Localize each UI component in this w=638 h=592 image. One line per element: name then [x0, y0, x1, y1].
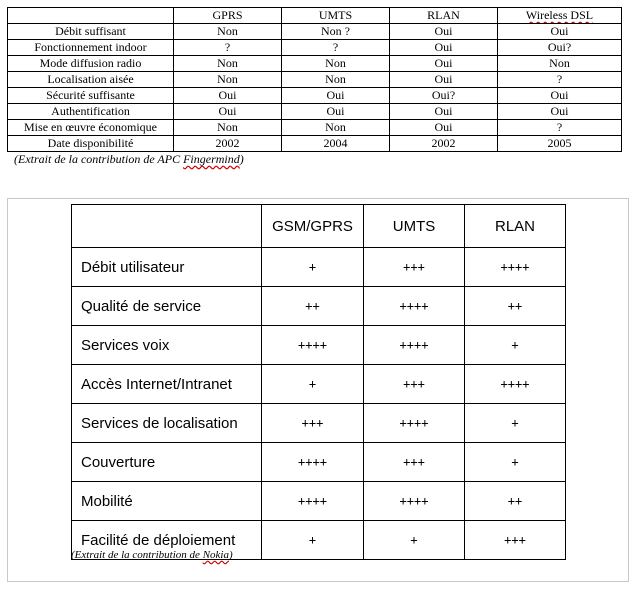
table-cell: Oui: [390, 120, 498, 136]
caption-source-name: Nokia: [202, 549, 229, 561]
rating-cell: +: [465, 443, 566, 482]
table-cell: Non: [174, 72, 282, 88]
row-label: Accès Internet/Intranet: [72, 365, 262, 404]
table-cell: ?: [498, 72, 622, 88]
table-cell: Non: [174, 120, 282, 136]
rating-cell: +++: [262, 404, 364, 443]
table-row: [8, 120, 622, 136]
rating-cell: +: [364, 521, 465, 560]
table-row: [8, 104, 622, 120]
table-row: [72, 482, 566, 521]
rating-cell: ++++: [465, 365, 566, 404]
rating-cell: +: [465, 404, 566, 443]
row-label: Mode diffusion radio: [8, 56, 174, 72]
table-cell: Non: [282, 72, 390, 88]
table-header-cell: RLAN: [390, 8, 498, 24]
row-label: Qualité de service: [72, 287, 262, 326]
table-cell: Non ?: [282, 24, 390, 40]
table-cell: Oui: [390, 72, 498, 88]
rating-cell: ++++: [364, 326, 465, 365]
table-1-caption: [14, 152, 244, 167]
caption-close: ): [239, 152, 244, 166]
row-label: Débit suffisant: [8, 24, 174, 40]
table-cell: ?: [174, 40, 282, 56]
table-cell: Non: [174, 56, 282, 72]
table-cell: Non: [498, 56, 622, 72]
table-cell: Oui: [390, 104, 498, 120]
rating-cell: ++++: [262, 326, 364, 365]
row-label: Sécurité suffisante: [8, 88, 174, 104]
row-label: Fonctionnement indoor: [8, 40, 174, 56]
rating-cell: +: [465, 326, 566, 365]
comparison-table-2: [71, 204, 566, 560]
table-cell: Oui: [282, 88, 390, 104]
table-header-cell: [498, 8, 622, 24]
table-row: [72, 404, 566, 443]
caption-text: (Extrait de la contribution de: [71, 549, 203, 561]
caption-text: (Extrait de la contribution de APC: [14, 152, 184, 166]
table-row: [72, 248, 566, 287]
table-cell: Oui: [498, 24, 622, 40]
row-label: Authentification: [8, 104, 174, 120]
table-row: [8, 88, 622, 104]
rating-cell: +: [262, 521, 364, 560]
rating-cell: +++: [465, 521, 566, 560]
rating-cell: ++++: [262, 443, 364, 482]
row-label: Mobilité: [72, 482, 262, 521]
table-row: [8, 72, 622, 88]
row-label: Date disponibilité: [8, 136, 174, 152]
table-header-cell: RLAN: [465, 205, 566, 248]
table-header-cell: [72, 205, 262, 248]
table-cell: Oui: [498, 104, 622, 120]
rating-cell: ++++: [465, 248, 566, 287]
rating-cell: ++++: [364, 287, 465, 326]
table-header-row: [72, 205, 566, 248]
table-row: [72, 326, 566, 365]
table-header-cell: GPRS: [174, 8, 282, 24]
table-cell: Oui?: [498, 40, 622, 56]
table-cell: ?: [498, 120, 622, 136]
table-row: [72, 365, 566, 404]
rating-cell: +++: [364, 248, 465, 287]
row-label: Couverture: [72, 443, 262, 482]
table-row: [8, 24, 622, 40]
table-row: [72, 443, 566, 482]
rating-cell: ++: [262, 287, 364, 326]
table-header-cell: GSM/GPRS: [262, 205, 364, 248]
table-cell: Oui: [174, 104, 282, 120]
caption-source-name: Fingermind: [183, 152, 240, 166]
rating-cell: +++: [364, 443, 465, 482]
table-cell: Oui: [390, 24, 498, 40]
table-cell: Oui: [498, 88, 622, 104]
table-cell: Oui?: [390, 88, 498, 104]
rating-cell: +: [262, 365, 364, 404]
rating-cell: ++++: [262, 482, 364, 521]
table-row: [8, 40, 622, 56]
table-2-caption: [71, 549, 233, 561]
row-label: Services de localisation: [72, 404, 262, 443]
table-row: [72, 287, 566, 326]
table-row: [8, 56, 622, 72]
table-header-cell: [8, 8, 174, 24]
table-cell: Oui: [282, 104, 390, 120]
table-cell: 2004: [282, 136, 390, 152]
table-cell: 2002: [174, 136, 282, 152]
row-label: Localisation aisée: [8, 72, 174, 88]
comparison-table-1: [7, 7, 622, 152]
row-label: Facilité de déploiement: [72, 521, 262, 560]
rating-cell: ++++: [364, 404, 465, 443]
table-cell: Non: [282, 56, 390, 72]
rating-cell: +++: [364, 365, 465, 404]
table-cell: Non: [282, 120, 390, 136]
rating-cell: ++: [465, 482, 566, 521]
row-label: Services voix: [72, 326, 262, 365]
rating-cell: ++: [465, 287, 566, 326]
table-cell: 2005: [498, 136, 622, 152]
rating-cell: +: [262, 248, 364, 287]
row-label: Débit utilisateur: [72, 248, 262, 287]
table-cell: Oui: [390, 56, 498, 72]
table-header-cell: UMTS: [364, 205, 465, 248]
caption-close: ): [228, 549, 233, 561]
table-row: [8, 136, 622, 152]
table-cell: 2002: [390, 136, 498, 152]
table-header-cell: UMTS: [282, 8, 390, 24]
table-cell: ?: [282, 40, 390, 56]
rating-cell: ++++: [364, 482, 465, 521]
table-cell: Oui: [174, 88, 282, 104]
table-header-row: [8, 8, 622, 24]
row-label: Mise en œuvre économique: [8, 120, 174, 136]
table-cell: Oui: [390, 40, 498, 56]
table-cell: Non: [174, 24, 282, 40]
header-wireless-dsl: Wireless DSL: [525, 8, 594, 22]
